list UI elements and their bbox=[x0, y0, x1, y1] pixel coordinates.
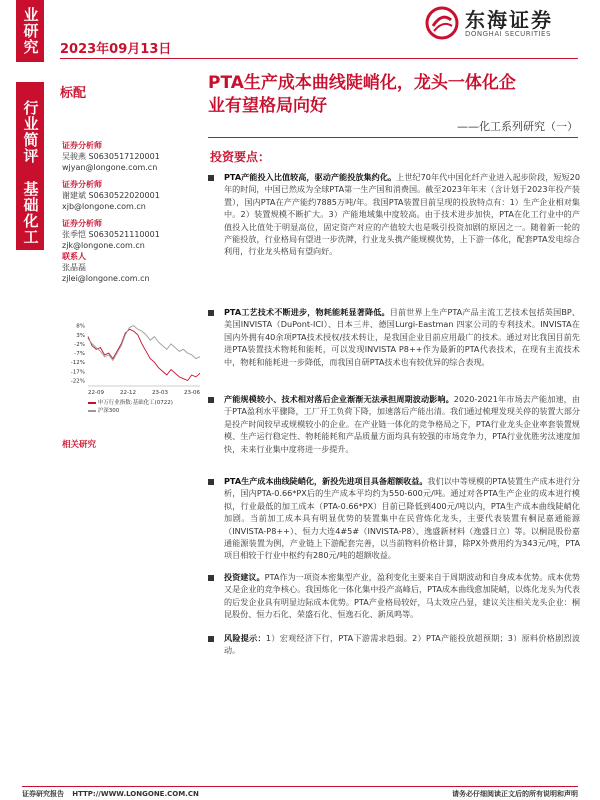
key-point-body: 我们以中等规模的PTA装置生产成本进行分析，国内PTA-0.66*PX后的生产成本平均约为550-600元/吨。通过对各PTA生产企业的成本进行模拟，行业最低的加工成本（PTA-0.66*PX）目前已降低到400元/吨以内，PTA生产成本曲线陡峭化加剧。当前加工成本具有明显优势的装置集中在民营炼化龙头，主要代表装置有桐昆嘉通能源（INVISTA-P8++）、恒力大连4#5#（INVISTA-P8）、逸盛新材料（逸盛日立）等。以桐昆股份嘉通能源装置为例，产业链上下游配套完善，以当前物料价格计算，除PX外费用约为343元/吨，PTA项目相较于行业中枢约有280元/吨的超额收益。 bbox=[224, 476, 581, 561]
key-point bbox=[208, 171, 580, 258]
analyst-email[interactable]: zjk@longone.com.cn bbox=[62, 241, 145, 250]
key-point-lead: PTA产能投入比值较高，驱动产能投放集约化。 bbox=[224, 172, 397, 182]
bullet-icon bbox=[208, 636, 214, 642]
key-point bbox=[208, 475, 580, 562]
analyst-list bbox=[62, 140, 202, 284]
analyst-name: 谢建斌 S0630522020001 bbox=[62, 191, 160, 200]
key-point-lead: PTA生产成本曲线陡峭化，新投先进项目具备超额收益。 bbox=[224, 476, 428, 486]
x-tick-label: 23-03 bbox=[152, 390, 168, 396]
report-title-line2: 业有望格局向好 bbox=[208, 96, 327, 116]
section-title: 投资要点： bbox=[210, 150, 271, 164]
key-point-body: PTA作为一项资本密集型产业，盈利变化主要来自于周期波动和自身成本优势。成本优势又是企业的竞争核心。我国炼化一体化集中投产高峰后，PTA成本曲线愈加陡峭，以炼化龙头为代表的后发企业具有明显边际成本优势。PTA产业格局较好，马太效应凸显，建议关注相关龙头企业：桐昆股份、恒力石化、荣盛石化、恒逸石化、新凤鸣等。 bbox=[224, 572, 580, 620]
legend-label-index: 沪深300 bbox=[97, 408, 120, 414]
brand-logo bbox=[425, 2, 585, 46]
y-tick-label: 8% bbox=[76, 323, 85, 330]
legend-item bbox=[88, 406, 119, 414]
key-point-lead: 产能规模较小、技术相对落后企业渐渐无法承担周期波动影响。 bbox=[224, 394, 454, 404]
bullet-icon bbox=[208, 310, 214, 316]
key-point bbox=[208, 306, 580, 368]
bullet-icon bbox=[208, 397, 214, 403]
y-tick-label: -12% bbox=[70, 360, 85, 367]
footer-url[interactable]: HTTP://WWW.LONGONE.COM.CN bbox=[72, 790, 199, 798]
industry-rating: 标配 bbox=[60, 86, 87, 101]
y-tick-label: -7% bbox=[74, 351, 85, 358]
analyst-name: 吴骏燕 S0630517120001 bbox=[62, 152, 160, 161]
legend-item bbox=[88, 398, 173, 406]
footer-rule bbox=[22, 786, 578, 787]
key-point-lead: 风险提示： bbox=[224, 633, 266, 643]
legend-swatch-sector bbox=[88, 402, 96, 404]
chart-svg bbox=[62, 318, 204, 398]
series-line-sector bbox=[88, 329, 200, 380]
key-point-body: 1）宏观经济下行，PTA下游需求趋弱。2）PTA产能投放超预期；3）原料价格剧烈波动。 bbox=[224, 633, 580, 656]
bullet-icon bbox=[208, 175, 214, 181]
key-point bbox=[208, 571, 580, 621]
y-tick-label: -17% bbox=[70, 369, 85, 376]
key-point-body: 目前世界上生产PTA产品主流工艺技术包括英国BP、美国INVISTA（DuPont-ICI）、日本三井、德国Lurgi-Eastman 四家公司的专利技术。INVISTA在国内外拥有40余项PTA技术授权/技术转让，是我国企业目前应用最广的技术。通过对比我国目前先进PTA装置技术物耗和能耗，可以发现INVISTA P8++作为最新的PTA代表技术，在现有主流技术中，物耗和能耗进一步降低，而我国自研PTA技术也有较优异的综合表现。 bbox=[224, 307, 581, 367]
report-date: 2023年09月13日 bbox=[60, 42, 172, 57]
brand-mark-icon bbox=[425, 6, 459, 40]
related-research-heading: 相关研究 bbox=[62, 440, 97, 450]
key-point-lead: 投资建议。 bbox=[224, 572, 265, 582]
legend-swatch-index bbox=[88, 410, 96, 412]
analyst-label: 证券分析师 bbox=[62, 141, 102, 150]
y-tick-label: -22% bbox=[70, 378, 85, 385]
y-tick-label: -2% bbox=[74, 341, 85, 348]
bullet-icon bbox=[208, 479, 214, 485]
y-tick-label: 3% bbox=[76, 332, 85, 339]
contact-label: 联系人 bbox=[62, 252, 86, 261]
analyst-label: 证券分析师 bbox=[62, 180, 102, 189]
report-type-tab: 业研究 bbox=[16, 0, 44, 62]
index-performance-chart bbox=[62, 318, 204, 414]
x-tick-label: 22-12 bbox=[120, 390, 136, 396]
x-tick-label: 23-06 bbox=[184, 390, 200, 396]
legend-label-sector: 申万行业指数:基础化工(0722) bbox=[97, 400, 173, 406]
key-point bbox=[208, 632, 580, 657]
title-rule bbox=[208, 137, 578, 138]
analyst-name: 张季恺 S0630521110001 bbox=[62, 230, 160, 239]
key-point-lead: PTA工艺技术不断进步，物耗能耗显著降低。 bbox=[224, 307, 390, 317]
footer-disclaimer: 请务必仔细阅读正文后的所有说明和声明 bbox=[452, 790, 578, 798]
brand-name-cn: 东海证券 bbox=[465, 8, 553, 32]
report-title-line1: PTA生产成本曲线陡峭化，龙头一体化企 bbox=[208, 73, 516, 93]
industry-tab: 行业简评 bbox=[16, 82, 44, 182]
footer-left bbox=[22, 789, 199, 799]
analyst-label: 证券分析师 bbox=[62, 219, 102, 228]
key-point bbox=[208, 393, 580, 455]
analyst-email[interactable]: wjyan@longone.com.cn bbox=[62, 163, 158, 172]
x-tick-label: 22-09 bbox=[88, 390, 104, 396]
key-point-body: 上世纪70年代中国化纤产业进入起步阶段，短短20年的时间，中国已然成为全球PTA第一生产国和消费国。截至2023年年末（含计划于2023年投产装置），国内PTA在产产能约7885万吨/年。我国PTA装置目前呈现的投放特点有：1）生产企业相对集中。2）装置规模不断扩大。3）产能地域集中度较高。由于技术进步加快，PTA在化工行业中的产值投入比值处于明显高位，固定资产对应的产值较大也是吸引投资加剧的原因之一。随着新一轮的产能投放，行业格局有望进一步洗牌，行业龙头携产能规模优势，上下游一体化，配套PTA发电综合利用，行业龙头格局有望向好。 bbox=[224, 172, 580, 257]
contact-name: 张晶磊 bbox=[62, 263, 86, 272]
brand-name-en: DONGHAI SECURITIES bbox=[465, 30, 551, 38]
analyst-email[interactable]: xjb@longone.com.cn bbox=[62, 202, 146, 211]
header-rule bbox=[60, 58, 578, 59]
contact-email[interactable]: zjlei@longone.com.cn bbox=[62, 274, 150, 283]
report-series: ——化工系列研究（一） bbox=[457, 120, 578, 133]
bullet-icon bbox=[208, 575, 214, 581]
footer-report-label: 证券研究报告 bbox=[22, 790, 64, 798]
key-point-body: 2020-2021年市场去产能加速，由于PTA盈利水平骤降，工厂开工负荷下降，加速落后产能出清。我们通过梳理发现关停的装置大部分是投产时间较早或规模较小的企业。在产业链一体化的竞争格局之下，PTA行业龙头企业率套装置规模、生产运行稳定性、物耗能耗和产品质量方面均具有较强的市场竞争力，PTA行业优胜劣汰速度加快，未来行业集中度将进一步提升。 bbox=[224, 394, 580, 454]
sector-tab: 基础化工 bbox=[16, 176, 44, 250]
